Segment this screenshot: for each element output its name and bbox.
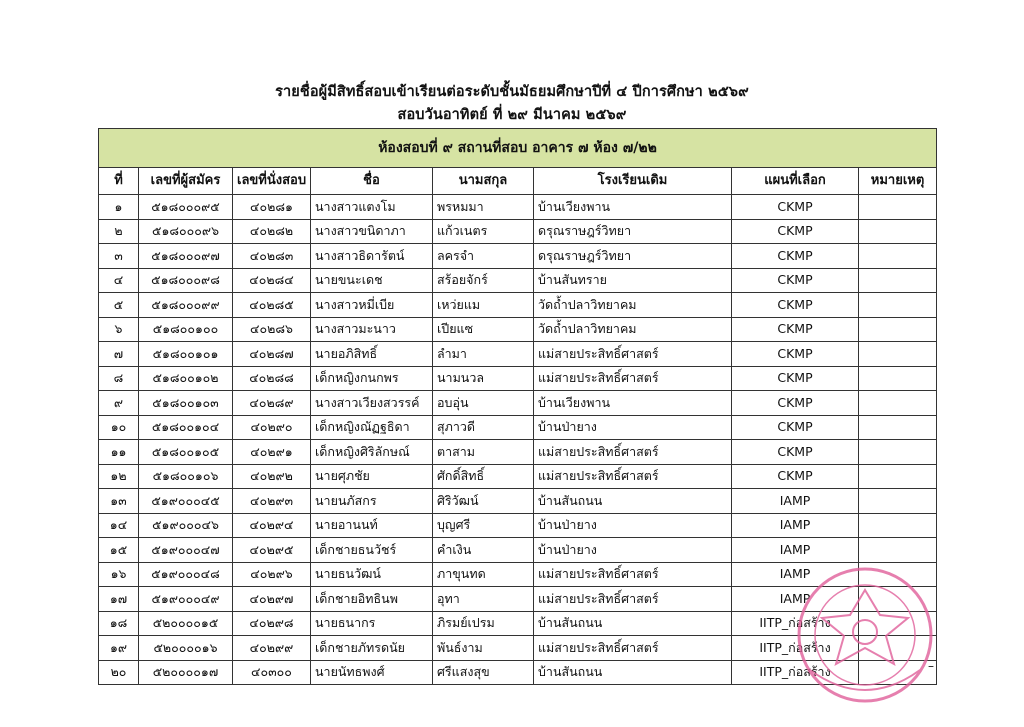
first-name-cell: นางสาวหมี่เบีย	[311, 293, 433, 318]
row-number-cell: ๔	[99, 268, 139, 293]
previous-school-cell: บ้านสันถนน	[534, 611, 732, 636]
applicant-number-cell: ๕๑๘๐๐๑๐๐	[139, 317, 233, 342]
seat-number-cell: ๔๐๒๘๘	[233, 366, 311, 391]
col-plan: แผนที่เลือก	[732, 168, 859, 195]
first-name-cell: เด็กชายธนวัชร์	[311, 538, 433, 563]
row-number-cell: ๑๘	[99, 611, 139, 636]
surname-cell: อุทา	[433, 587, 534, 612]
table-row	[99, 489, 937, 514]
applicant-number-cell: ๕๑๘๐๐๑๐๑	[139, 342, 233, 367]
row-number-cell: ๑๖	[99, 562, 139, 587]
note-cell	[859, 489, 937, 514]
applicant-number-cell: ๕๒๐๐๐๐๑๕	[139, 611, 233, 636]
seat-number-cell: ๔๐๒๘๑	[233, 195, 311, 220]
applicant-number-cell: ๕๑๙๐๐๐๔๕	[139, 489, 233, 514]
previous-school-cell: บ้านป่ายาง	[534, 513, 732, 538]
surname-cell: คำเงิน	[433, 538, 534, 563]
first-name-cell: นางสาวแตงโม	[311, 195, 433, 220]
plan-cell: IAMP	[732, 513, 859, 538]
applicant-number-cell: ๕๑๘๐๐๐๙๗	[139, 244, 233, 269]
previous-school-cell: แม่สายประสิทธิ์ศาสตร์	[534, 587, 732, 612]
seat-number-cell: ๔๐๒๘๒	[233, 219, 311, 244]
col-applicant-no: เลขที่ผู้สมัคร	[139, 168, 233, 195]
row-number-cell: ๑	[99, 195, 139, 220]
note-cell	[859, 513, 937, 538]
surname-cell: สร้อยจักร์	[433, 268, 534, 293]
seat-number-cell: ๔๐๓๐๐	[233, 660, 311, 685]
table-row	[99, 636, 937, 661]
table-row	[99, 293, 937, 318]
surname-cell: ภาขุนทด	[433, 562, 534, 587]
previous-school-cell: แม่สายประสิทธิ์ศาสตร์	[534, 464, 732, 489]
seat-number-cell: ๔๐๒๙๑	[233, 440, 311, 465]
table-row	[99, 464, 937, 489]
first-name-cell: นางสาวมะนาว	[311, 317, 433, 342]
plan-cell: CKMP	[732, 342, 859, 367]
plan-cell: IITP_ก่อสร้าง	[732, 660, 859, 685]
seat-number-cell: ๔๐๒๙๘	[233, 611, 311, 636]
previous-school-cell: แม่สายประสิทธิ์ศาสตร์	[534, 366, 732, 391]
row-number-cell: ๙	[99, 391, 139, 416]
seat-number-cell: ๔๐๒๙๕	[233, 538, 311, 563]
applicant-number-cell: ๕๑๘๐๐๐๙๙	[139, 293, 233, 318]
previous-school-cell: บ้านป่ายาง	[534, 415, 732, 440]
note-cell	[859, 219, 937, 244]
row-number-cell: ๘	[99, 366, 139, 391]
note-cell	[859, 268, 937, 293]
applicant-number-cell: ๕๑๙๐๐๐๔๙	[139, 587, 233, 612]
plan-cell: CKMP	[732, 195, 859, 220]
room-header: ห้องสอบที่ ๙ สถานที่สอบ อาคาร ๗ ห้อง ๗/๒๒	[99, 129, 937, 168]
table-row	[99, 366, 937, 391]
first-name-cell: นายธนวัฒน์	[311, 562, 433, 587]
table-row	[99, 268, 937, 293]
seat-number-cell: ๔๐๒๙๖	[233, 562, 311, 587]
col-no: ที่	[99, 168, 139, 195]
table-row	[99, 317, 937, 342]
applicant-number-cell: ๕๑๘๐๐๐๙๕	[139, 195, 233, 220]
note-cell	[859, 440, 937, 465]
surname-cell: ลครจำ	[433, 244, 534, 269]
note-cell	[859, 538, 937, 563]
note-cell	[859, 195, 937, 220]
previous-school-cell: บ้านสันถนน	[534, 660, 732, 685]
row-number-cell: ๑๙	[99, 636, 139, 661]
surname-cell: เปียแซ	[433, 317, 534, 342]
plan-cell: CKMP	[732, 219, 859, 244]
surname-cell: ศรีแสงสุข	[433, 660, 534, 685]
candidate-table	[98, 128, 937, 685]
first-name-cell: นายขนะเดช	[311, 268, 433, 293]
plan-cell: CKMP	[732, 268, 859, 293]
table-row	[99, 660, 937, 685]
table-row	[99, 562, 937, 587]
applicant-number-cell: ๕๑๘๐๐๑๐๔	[139, 415, 233, 440]
seat-number-cell: ๔๐๒๘๔	[233, 268, 311, 293]
row-number-cell: ๑๔	[99, 513, 139, 538]
surname-cell: บุญศรี	[433, 513, 534, 538]
row-number-cell: ๑๓	[99, 489, 139, 514]
applicant-number-cell: ๕๑๘๐๐๑๐๖	[139, 464, 233, 489]
plan-cell: CKMP	[732, 244, 859, 269]
first-name-cell: นางสาวธิดารัตน์	[311, 244, 433, 269]
surname-cell: ศิริวัฒน์	[433, 489, 534, 514]
applicant-number-cell: ๕๑๘๐๐๐๙๘	[139, 268, 233, 293]
applicant-number-cell: ๕๑๙๐๐๐๔๖	[139, 513, 233, 538]
first-name-cell: เด็กชายอิทธินพ	[311, 587, 433, 612]
row-number-cell: ๑๑	[99, 440, 139, 465]
first-name-cell: นายธนากร	[311, 611, 433, 636]
previous-school-cell: บ้านเวียงพาน	[534, 391, 732, 416]
applicant-number-cell: ๕๒๐๐๐๐๑๖	[139, 636, 233, 661]
previous-school-cell: แม่สายประสิทธิ์ศาสตร์	[534, 342, 732, 367]
col-seat-no: เลขที่นั่งสอบ	[233, 168, 311, 195]
table-row	[99, 440, 937, 465]
seat-number-cell: ๔๐๒๘๗	[233, 342, 311, 367]
note-cell	[859, 391, 937, 416]
plan-cell: IAMP	[732, 538, 859, 563]
surname-cell: สุภาวดี	[433, 415, 534, 440]
trailing-mark: –	[928, 659, 934, 673]
table-row	[99, 513, 937, 538]
previous-school-cell: ดรุณราษฎร์วิทยา	[534, 244, 732, 269]
previous-school-cell: ดรุณราษฎร์วิทยา	[534, 219, 732, 244]
seat-number-cell: ๔๐๒๘๙	[233, 391, 311, 416]
col-previous-school: โรงเรียนเดิม	[534, 168, 732, 195]
applicant-number-cell: ๕๑๘๐๐๑๐๒	[139, 366, 233, 391]
first-name-cell: นายอานนท์	[311, 513, 433, 538]
table-row	[99, 244, 937, 269]
first-name-cell: เด็กหญิงศิริลักษณ์	[311, 440, 433, 465]
plan-cell: CKMP	[732, 415, 859, 440]
seat-number-cell: ๔๐๒๙๒	[233, 464, 311, 489]
previous-school-cell: บ้านเวียงพาน	[534, 195, 732, 220]
first-name-cell: นางสาวขนิดาภา	[311, 219, 433, 244]
note-cell	[859, 611, 937, 636]
surname-cell: ตาสาม	[433, 440, 534, 465]
seat-number-cell: ๔๐๒๘๕	[233, 293, 311, 318]
previous-school-cell: แม่สายประสิทธิ์ศาสตร์	[534, 440, 732, 465]
row-number-cell: ๒๐	[99, 660, 139, 685]
seat-number-cell: ๔๐๒๘๖	[233, 317, 311, 342]
applicant-number-cell: ๕๑๙๐๐๐๔๗	[139, 538, 233, 563]
row-number-cell: ๖	[99, 317, 139, 342]
surname-cell: ภิรมย์เปรม	[433, 611, 534, 636]
plan-cell: IAMP	[732, 489, 859, 514]
row-number-cell: ๗	[99, 342, 139, 367]
table-row	[99, 587, 937, 612]
first-name-cell: เด็กหญิงกนกพร	[311, 366, 433, 391]
note-cell	[859, 562, 937, 587]
col-first-name: ชื่อ	[311, 168, 433, 195]
row-number-cell: ๑๗	[99, 587, 139, 612]
col-note: หมายเหตุ	[859, 168, 937, 195]
plan-cell: CKMP	[732, 440, 859, 465]
first-name-cell: นายนภัสกร	[311, 489, 433, 514]
surname-cell: ลำมา	[433, 342, 534, 367]
note-cell	[859, 636, 937, 661]
table-row	[99, 391, 937, 416]
previous-school-cell: วัดถ้ำปลาวิทยาคม	[534, 317, 732, 342]
applicant-number-cell: ๕๑๘๐๐๐๙๖	[139, 219, 233, 244]
plan-cell: CKMP	[732, 366, 859, 391]
note-cell	[859, 293, 937, 318]
previous-school-cell: วัดถ้ำปลาวิทยาคม	[534, 293, 732, 318]
plan-cell: IITP_ก่อสร้าง	[732, 611, 859, 636]
seat-number-cell: ๔๐๒๘๓	[233, 244, 311, 269]
seat-number-cell: ๔๐๒๙๔	[233, 513, 311, 538]
previous-school-cell: บ้านสันทราย	[534, 268, 732, 293]
row-number-cell: ๑๕	[99, 538, 139, 563]
surname-cell: เหว่ยแม	[433, 293, 534, 318]
plan-cell: IAMP	[732, 587, 859, 612]
seat-number-cell: ๔๐๒๙๓	[233, 489, 311, 514]
seat-number-cell: ๔๐๒๙๐	[233, 415, 311, 440]
plan-cell: IAMP	[732, 562, 859, 587]
row-number-cell: ๕	[99, 293, 139, 318]
first-name-cell: เด็กหญิงณัฏฐธิดา	[311, 415, 433, 440]
room-header-row	[99, 129, 937, 168]
table-row	[99, 219, 937, 244]
first-name-cell: นายนัทธพงศ์	[311, 660, 433, 685]
note-cell	[859, 464, 937, 489]
row-number-cell: ๑๐	[99, 415, 139, 440]
surname-cell: พรหมมา	[433, 195, 534, 220]
previous-school-cell: บ้านป่ายาง	[534, 538, 732, 563]
applicant-number-cell: ๕๑๘๐๐๑๐๕	[139, 440, 233, 465]
surname-cell: ศักดิ์สิทธิ์	[433, 464, 534, 489]
surname-cell: พันธ์งาม	[433, 636, 534, 661]
note-cell	[859, 660, 937, 685]
plan-cell: CKMP	[732, 293, 859, 318]
plan-cell: CKMP	[732, 464, 859, 489]
note-cell	[859, 244, 937, 269]
first-name-cell: นายศุภชัย	[311, 464, 433, 489]
surname-cell: อบอุ่น	[433, 391, 534, 416]
note-cell	[859, 415, 937, 440]
document-title: รายชื่อผู้มีสิทธิ์สอบเข้าเรียนต่อระดับชั้นมัธยมศึกษาปีที่ ๔ ปีการศึกษา ๒๕๖๙	[275, 84, 749, 100]
exam-date: สอบวันอาทิตย์ ที่ ๒๙ มีนาคม ๒๕๖๙	[397, 107, 627, 123]
applicant-number-cell: ๕๑๘๐๐๑๐๓	[139, 391, 233, 416]
row-number-cell: ๓	[99, 244, 139, 269]
seat-number-cell: ๔๐๒๙๙	[233, 636, 311, 661]
table-row	[99, 415, 937, 440]
table-row	[99, 195, 937, 220]
previous-school-cell: แม่สายประสิทธิ์ศาสตร์	[534, 562, 732, 587]
table-row	[99, 342, 937, 367]
plan-cell: IITP_ก่อสร้าง	[732, 636, 859, 661]
row-number-cell: ๒	[99, 219, 139, 244]
note-cell	[859, 587, 937, 612]
note-cell	[859, 317, 937, 342]
applicant-number-cell: ๕๒๐๐๐๐๑๗	[139, 660, 233, 685]
table-row	[99, 538, 937, 563]
note-cell	[859, 366, 937, 391]
previous-school-cell: บ้านสันถนน	[534, 489, 732, 514]
surname-cell: แก้วเนตร	[433, 219, 534, 244]
seat-number-cell: ๔๐๒๙๗	[233, 587, 311, 612]
first-name-cell: นายอภิสิทธิ์	[311, 342, 433, 367]
plan-cell: CKMP	[732, 391, 859, 416]
note-cell	[859, 342, 937, 367]
first-name-cell: นางสาวเวียงสวรรค์	[311, 391, 433, 416]
table-row	[99, 611, 937, 636]
row-number-cell: ๑๒	[99, 464, 139, 489]
plan-cell: CKMP	[732, 317, 859, 342]
first-name-cell: เด็กชายภัทรดนัย	[311, 636, 433, 661]
col-surname: นามสกุล	[433, 168, 534, 195]
surname-cell: นามนวล	[433, 366, 534, 391]
column-header-row	[99, 168, 937, 195]
previous-school-cell: แม่สายประสิทธิ์ศาสตร์	[534, 636, 732, 661]
applicant-number-cell: ๕๑๙๐๐๐๔๘	[139, 562, 233, 587]
